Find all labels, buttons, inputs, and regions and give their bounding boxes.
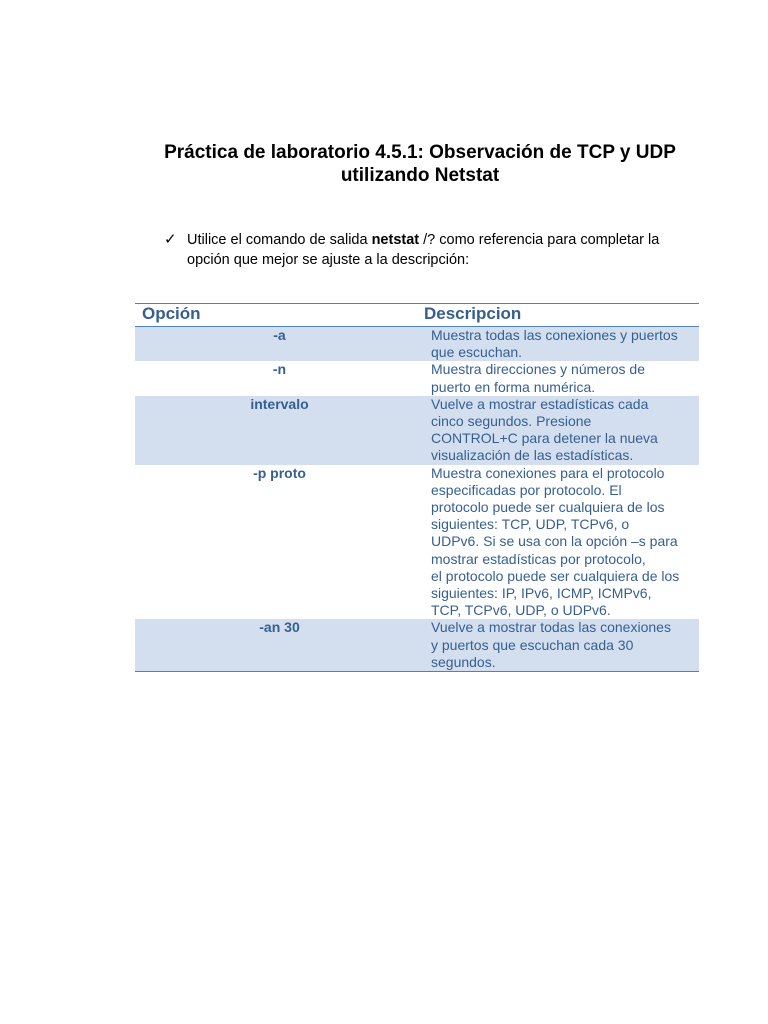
description-line: Vuelve a mostrar estadísticas cada xyxy=(431,395,649,412)
description-line: CONTROL+C para detener la nueva xyxy=(431,430,658,447)
description-line: Muestra conexiones para el protocolo xyxy=(431,464,665,481)
description-line: Muestra todas las conexiones y puertos xyxy=(431,327,678,343)
instruction-line-2: opción que mejor se ajuste a la descripción: xyxy=(187,252,470,268)
description-line: Vuelve a mostrar todas las conexiones xyxy=(431,619,671,636)
description-cell xyxy=(424,361,699,395)
table-row xyxy=(135,465,699,620)
header-descripcion: Descripcion xyxy=(424,304,699,327)
description-line: mostrar estadísticas por protocolo, xyxy=(431,550,646,567)
description-line: especificadas por protocolo. El xyxy=(431,481,622,498)
table-row xyxy=(135,619,699,671)
table-row xyxy=(135,361,699,395)
header-opcion: Opción xyxy=(135,304,424,327)
description-cell xyxy=(424,465,699,620)
table-row xyxy=(135,396,699,465)
description-line: puerto en forma numérica. xyxy=(431,378,596,395)
description-line: UDPv6. Si se usa con la opción –s para xyxy=(431,533,678,550)
description-line: TCP, TCPv6, UDP, o UDPv6. xyxy=(431,602,611,619)
description-line: que escuchan. xyxy=(431,344,523,361)
checkmark-icon: ✓ xyxy=(164,231,177,248)
description-cell xyxy=(424,396,699,465)
description-cell xyxy=(424,619,699,671)
option-cell: -a xyxy=(135,327,424,362)
instruction-text xyxy=(187,230,704,270)
option-cell: -n xyxy=(272,361,287,378)
netstat-options-table xyxy=(135,303,699,672)
page-title-line-1: Práctica de laboratorio 4.5.1: Observación de TCP y UDP xyxy=(164,142,676,163)
table-body xyxy=(135,327,699,672)
option-cell: -p proto xyxy=(253,464,306,481)
description-line: siguientes: IP, IPv6, ICMP, ICMPv6, xyxy=(431,585,652,602)
description-line: protocolo puede ser cualquiera de los xyxy=(431,499,665,516)
description-line: Muestra direcciones y números de xyxy=(431,361,645,378)
description-line: siguientes: TCP, UDP, TCPv6, o xyxy=(431,516,630,533)
option-cell: intervalo xyxy=(135,396,424,465)
instruction-command: netstat xyxy=(371,232,420,248)
description-line: cinco segundos. Presione xyxy=(431,413,592,430)
description-cell xyxy=(424,327,699,362)
table-header-row xyxy=(135,304,699,327)
instruction-paragraph xyxy=(164,230,704,270)
page-title-line-2: utilizando Netstat xyxy=(340,165,500,186)
page-title xyxy=(120,141,720,187)
instruction-prefix: Utilice el comando de salida xyxy=(187,232,372,248)
description-line: y puertos que escuchan cada 30 xyxy=(431,636,634,653)
description-line: el protocolo puede ser cualquiera de los xyxy=(431,567,680,584)
option-cell: -an 30 xyxy=(135,619,424,671)
table-row xyxy=(135,327,699,362)
instruction-suffix: /? como referencia para completar la xyxy=(419,232,660,248)
description-line: segundos. xyxy=(431,653,496,670)
description-line: visualización de las estadísticas. xyxy=(431,447,634,464)
